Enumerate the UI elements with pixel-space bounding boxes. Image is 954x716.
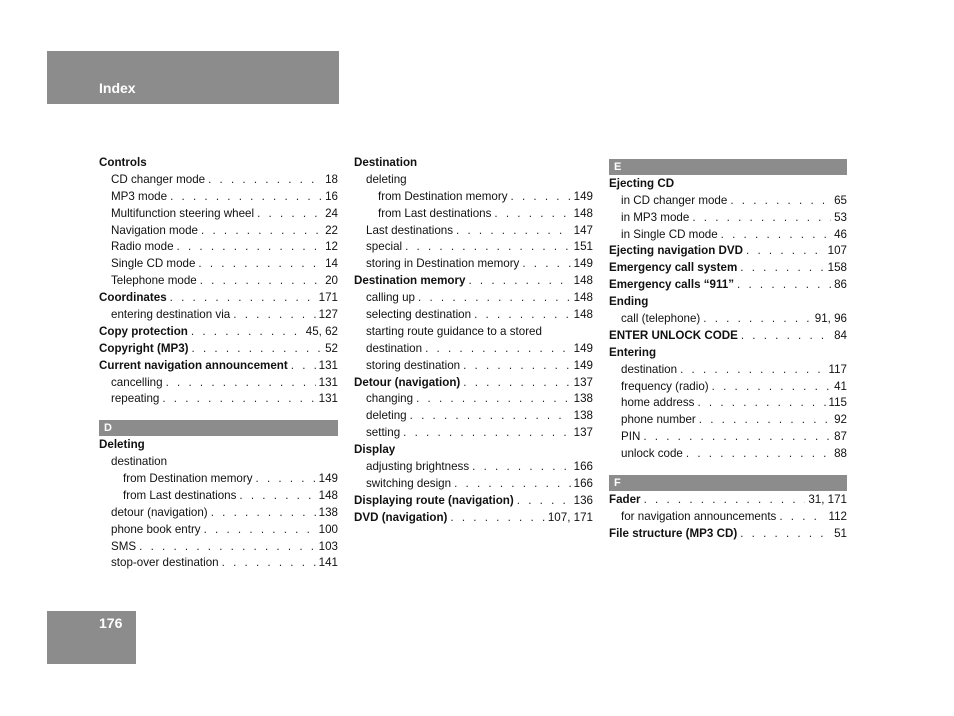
entry-label: deleting — [366, 172, 407, 186]
entry-page-ref: 41 — [834, 379, 847, 393]
header-tab — [47, 51, 339, 104]
dot-leader — [468, 273, 570, 290]
index-subentry — [99, 488, 338, 505]
dot-leader — [721, 227, 831, 244]
index-entry — [609, 294, 847, 311]
index-column-2 — [354, 155, 593, 527]
entry-label: Ejecting CD — [609, 176, 675, 190]
entry-label: Display — [354, 443, 396, 457]
dot-leader — [454, 476, 571, 493]
entry-label: selecting destination — [366, 308, 472, 322]
dot-leader — [463, 358, 571, 375]
dot-leader — [405, 239, 571, 256]
entry-label: Entering — [609, 345, 657, 359]
index-subentry — [609, 446, 847, 463]
index-entry — [609, 328, 847, 345]
entry-label: Copy protection — [99, 324, 188, 338]
dot-leader — [746, 243, 825, 260]
entry-page-ref: 149 — [573, 358, 593, 372]
index-subentry — [99, 273, 338, 290]
entry-page-ref: 12 — [325, 240, 338, 254]
entry-label: Copyright (MP3) — [99, 341, 189, 355]
index-entry — [354, 375, 593, 392]
index-subentry — [354, 206, 593, 223]
entry-page-ref: 131 — [318, 392, 338, 406]
index-subentry — [354, 459, 593, 476]
section-letter-bar: D — [99, 420, 338, 436]
index-subentry — [609, 429, 847, 446]
entry-label: switching design — [366, 476, 452, 490]
entry-label: Radio mode — [111, 240, 174, 254]
index-subentry — [99, 375, 338, 392]
dot-leader — [522, 256, 570, 273]
entry-label: deleting — [366, 409, 407, 423]
entry-label: special — [366, 240, 403, 254]
dot-leader — [703, 311, 811, 328]
entry-label: changing — [366, 392, 414, 406]
entry-label: starting route guidance to a stored — [366, 324, 542, 338]
dot-leader — [291, 358, 316, 375]
entry-page-ref: 137 — [573, 375, 593, 389]
index-subentry — [99, 239, 338, 256]
entry-label: CD changer mode — [111, 172, 206, 186]
entry-label: Coordinates — [99, 291, 167, 305]
index-entry — [609, 277, 847, 294]
index-entry — [99, 341, 338, 358]
entry-label: in MP3 mode — [621, 210, 690, 224]
dot-leader — [201, 223, 322, 240]
index-subentry — [99, 505, 338, 522]
dot-leader — [425, 341, 571, 358]
page-number: 176 — [99, 615, 123, 631]
entry-page-ref: 117 — [828, 362, 847, 376]
entry-page-ref: 148 — [573, 206, 593, 220]
entry-page-ref: 149 — [318, 472, 338, 486]
entry-page-ref: 24 — [325, 206, 338, 220]
index-entry — [609, 176, 847, 193]
entry-page-ref: 20 — [325, 274, 338, 288]
entry-label: ENTER UNLOCK CODE — [609, 328, 738, 342]
entry-label: entering destination via — [111, 308, 231, 322]
index-entry — [99, 437, 338, 454]
entry-label: unlock code — [621, 447, 683, 461]
entry-page-ref: 107, 171 — [547, 510, 593, 524]
entry-label: repeating — [111, 392, 160, 406]
index-subentry — [99, 256, 338, 273]
index-subentry — [354, 425, 593, 442]
index-subentry — [354, 290, 593, 307]
dot-leader — [712, 379, 831, 396]
entry-page-ref: 112 — [828, 509, 847, 523]
entry-page-ref: 166 — [573, 460, 593, 474]
index-entry — [609, 345, 847, 362]
index-entry — [609, 526, 847, 543]
entry-page-ref: 46 — [834, 227, 847, 241]
dot-leader — [644, 492, 806, 509]
index-subentry — [99, 454, 338, 471]
entry-label: phone number — [621, 413, 696, 427]
entry-page-ref: 131 — [318, 358, 338, 372]
index-subentry — [99, 189, 338, 206]
entry-label: Emergency calls “911” — [609, 278, 735, 292]
dot-leader — [450, 510, 544, 527]
entry-label: Telephone mode — [111, 274, 197, 288]
entry-page-ref: 166 — [573, 476, 593, 490]
dot-leader — [474, 307, 571, 324]
entry-label: call (telephone) — [621, 312, 701, 326]
entry-page-ref: 147 — [573, 223, 593, 237]
index-subentry — [354, 256, 593, 273]
entry-page-ref: 136 — [573, 493, 593, 507]
entry-label: MP3 mode — [111, 189, 168, 203]
index-subentry — [354, 223, 593, 240]
dot-leader — [472, 459, 571, 476]
index-subentry — [99, 539, 338, 556]
dot-leader — [456, 223, 571, 240]
index-subentry — [99, 307, 338, 324]
index-subentry — [354, 189, 593, 206]
entry-label: Fader — [609, 492, 641, 506]
index-column-1 — [99, 155, 338, 572]
section-spacer — [99, 408, 338, 420]
dot-leader — [494, 206, 570, 223]
entry-label: from Destination memory — [123, 472, 253, 486]
dot-leader — [162, 391, 315, 408]
index-entry — [609, 492, 847, 509]
entry-page-ref: 158 — [827, 261, 847, 275]
page-number-tab — [47, 611, 136, 664]
entry-page-ref: 65 — [834, 193, 847, 207]
index-subentry — [609, 509, 847, 526]
index-subentry — [609, 412, 847, 429]
index-subentry — [609, 362, 847, 379]
entry-page-ref: 138 — [318, 505, 338, 519]
dot-leader — [204, 522, 316, 539]
entry-page-ref: 53 — [834, 210, 847, 224]
entry-page-ref: 107 — [827, 244, 847, 258]
entry-label: destination — [111, 455, 168, 469]
section-letter-bar: E — [609, 159, 847, 175]
entry-page-ref: 88 — [834, 447, 847, 461]
entry-label: frequency (radio) — [621, 379, 709, 393]
entry-label: Displaying route (navigation) — [354, 493, 514, 507]
dot-leader — [166, 375, 316, 392]
dot-leader — [198, 256, 322, 273]
entry-label: destination — [366, 341, 423, 355]
dot-leader — [680, 362, 825, 379]
index-entry — [609, 260, 847, 277]
index-subentry — [99, 206, 338, 223]
entry-label: from Destination memory — [378, 189, 508, 203]
dot-leader — [403, 425, 570, 442]
dot-leader — [730, 193, 831, 210]
entry-label: setting — [366, 426, 401, 440]
dot-leader — [737, 277, 831, 294]
index-subentry — [99, 471, 338, 488]
index-entry — [354, 273, 593, 290]
entry-label: Deleting — [99, 438, 145, 452]
dot-leader — [191, 324, 303, 341]
index-entry — [354, 510, 593, 527]
entry-label: detour (navigation) — [111, 505, 208, 519]
entry-page-ref: 45, 62 — [305, 324, 338, 338]
index-subentry — [609, 227, 847, 244]
entry-page-ref: 149 — [573, 257, 593, 271]
index-subentry — [354, 391, 593, 408]
entry-label: Navigation mode — [111, 223, 199, 237]
index-entry — [99, 155, 338, 172]
entry-label: cancelling — [111, 375, 163, 389]
index-subentry — [99, 522, 338, 539]
entry-page-ref: 22 — [325, 223, 338, 237]
index-subentry — [99, 223, 338, 240]
dot-leader — [208, 172, 322, 189]
dot-leader — [741, 328, 831, 345]
index-subentry — [99, 555, 338, 572]
index-subentry — [354, 172, 593, 189]
dot-leader — [239, 488, 315, 505]
entry-label: storing in Destination memory — [366, 257, 520, 271]
entry-label: Destination — [354, 156, 418, 169]
entry-label: Single CD mode — [111, 257, 196, 271]
entry-page-ref: 137 — [573, 426, 593, 440]
entry-page-ref: 131 — [318, 375, 338, 389]
entry-page-ref: 51 — [834, 526, 847, 540]
index-subentry — [354, 341, 593, 358]
dot-leader — [257, 206, 322, 223]
index-subentry — [354, 324, 593, 341]
entry-page-ref: 84 — [834, 328, 847, 342]
dot-leader — [418, 290, 571, 307]
entry-page-ref: 31, 171 — [808, 492, 847, 506]
index-subentry — [609, 395, 847, 412]
entry-page-ref: 18 — [325, 172, 338, 186]
entry-label: Controls — [99, 156, 147, 169]
entry-label: in CD changer mode — [621, 193, 728, 207]
dot-leader — [177, 239, 323, 256]
entry-page-ref: 16 — [325, 189, 338, 203]
entry-label: calling up — [366, 291, 415, 305]
index-subentry — [609, 210, 847, 227]
dot-leader — [686, 446, 831, 463]
index-subentry — [99, 391, 338, 408]
entry-label: PIN — [621, 430, 641, 444]
dot-leader — [416, 391, 571, 408]
index-entry — [354, 442, 593, 459]
dot-leader — [410, 408, 571, 425]
entry-label: Ending — [609, 295, 649, 309]
entry-label: in Single CD mode — [621, 227, 718, 241]
dot-leader — [517, 493, 571, 510]
index-subentry — [609, 379, 847, 396]
dot-leader — [139, 539, 316, 556]
index-entry — [354, 155, 593, 172]
index-entry — [99, 358, 338, 375]
dot-leader — [192, 341, 323, 358]
dot-leader — [740, 526, 831, 543]
index-entry — [354, 493, 593, 510]
entry-page-ref: 141 — [318, 556, 338, 570]
index-entry — [99, 324, 338, 341]
entry-page-ref: 148 — [573, 308, 593, 322]
entry-page-ref: 171 — [318, 291, 338, 305]
entry-page-ref: 148 — [318, 488, 338, 502]
dot-leader — [200, 273, 322, 290]
section-letter-bar: F — [609, 475, 847, 491]
entry-label: stop-over destination — [111, 556, 219, 570]
index-subentry — [354, 239, 593, 256]
entry-label: Detour (navigation) — [354, 375, 461, 389]
index-subentry — [99, 172, 338, 189]
entry-label: Destination memory — [354, 274, 466, 288]
entry-label: storing destination — [366, 358, 461, 372]
entry-label: from Last destinations — [378, 206, 492, 220]
entry-page-ref: 103 — [318, 539, 338, 553]
entry-page-ref: 115 — [828, 396, 847, 410]
entry-label: phone book entry — [111, 522, 201, 536]
dot-leader — [740, 260, 824, 277]
dot-leader — [222, 555, 316, 572]
entry-page-ref: 148 — [573, 274, 593, 288]
index-subentry — [354, 358, 593, 375]
index-subentry — [354, 307, 593, 324]
entry-page-ref: 149 — [573, 189, 593, 203]
entry-label: Ejecting navigation DVD — [609, 244, 743, 258]
entry-label: SMS — [111, 539, 137, 553]
dot-leader — [463, 375, 570, 392]
index-subentry — [609, 193, 847, 210]
index-entry — [99, 290, 338, 307]
entry-page-ref: 92 — [834, 413, 847, 427]
dot-leader — [511, 189, 571, 206]
index-entry — [609, 243, 847, 260]
index-subentry — [354, 476, 593, 493]
section-spacer — [609, 463, 847, 475]
index-subentry — [609, 311, 847, 328]
entry-page-ref: 149 — [573, 341, 593, 355]
entry-page-ref: 14 — [325, 257, 338, 271]
entry-label: for navigation announcements — [621, 509, 777, 523]
entry-page-ref: 91, 96 — [814, 312, 847, 326]
dot-leader — [697, 395, 825, 412]
entry-label: Multifunction steering wheel — [111, 206, 255, 220]
index-column-3 — [609, 159, 847, 543]
entry-page-ref: 138 — [573, 409, 593, 423]
entry-label: Current navigation announcement — [99, 358, 288, 372]
entry-label: adjusting brightness — [366, 460, 470, 474]
dot-leader — [233, 307, 315, 324]
entry-page-ref: 148 — [573, 291, 593, 305]
entry-label: destination — [621, 362, 678, 376]
entry-label: Last destinations — [366, 223, 454, 237]
entry-label: from Last destinations — [123, 488, 237, 502]
entry-page-ref: 138 — [573, 392, 593, 406]
entry-label: File structure (MP3 CD) — [609, 526, 738, 540]
dot-leader — [643, 429, 831, 446]
dot-leader — [256, 471, 316, 488]
index-subentry — [354, 408, 593, 425]
dot-leader — [779, 509, 825, 526]
entry-page-ref: 127 — [318, 308, 338, 322]
dot-leader — [699, 412, 831, 429]
entry-label: Emergency call system — [609, 261, 738, 275]
page-title: Index — [99, 80, 136, 96]
entry-page-ref: 151 — [573, 240, 593, 254]
dot-leader — [170, 189, 322, 206]
dot-leader — [692, 210, 831, 227]
entry-page-ref: 86 — [834, 278, 847, 292]
entry-label: DVD (navigation) — [354, 510, 448, 524]
entry-page-ref: 100 — [318, 522, 338, 536]
dot-leader — [211, 505, 316, 522]
dot-leader — [170, 290, 316, 307]
entry-label: home address — [621, 396, 695, 410]
entry-page-ref: 52 — [325, 341, 338, 355]
entry-page-ref: 87 — [834, 430, 847, 444]
